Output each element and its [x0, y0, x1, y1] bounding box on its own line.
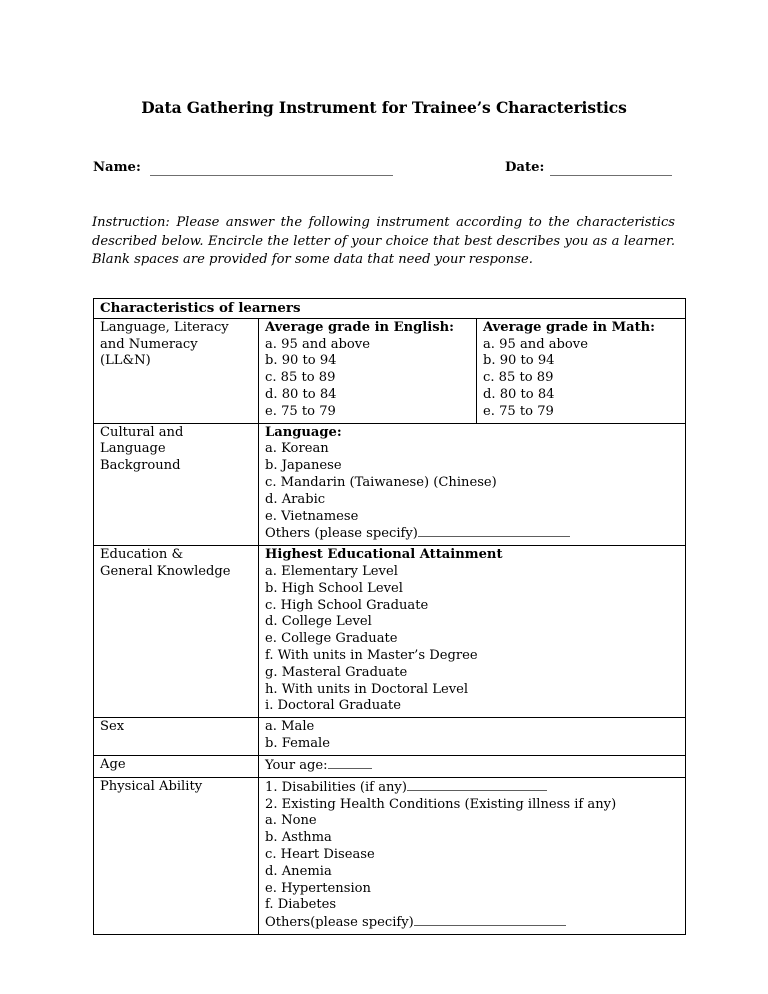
option-item[interactable]: c. 85 to 89	[483, 370, 554, 386]
date-label: Date:	[505, 160, 545, 175]
row-label-lln	[94, 318, 259, 423]
option-item[interactable]: d. College Level	[265, 614, 372, 630]
option-item[interactable]: b. High School Level	[265, 580, 403, 596]
option-item[interactable]: a. Elementary Level	[265, 564, 398, 580]
cell-language	[259, 423, 686, 546]
row-label-age	[94, 755, 259, 777]
option-item[interactable]: e. Hypertension	[265, 880, 371, 896]
age-input-rule[interactable]	[328, 757, 372, 769]
option-item[interactable]: f. Diabetes	[265, 897, 337, 913]
option-item[interactable]: d. 80 to 84	[483, 386, 555, 402]
table-row	[94, 546, 686, 718]
table-header-row	[94, 299, 686, 319]
others-label: Others(please specify)	[265, 915, 414, 931]
option-item[interactable]: a. Korean	[265, 441, 329, 457]
date-input-rule[interactable]	[550, 175, 672, 176]
row-label-line: (LL&N)	[100, 353, 151, 369]
cell-sex	[259, 718, 686, 756]
disabilities-label: 1. Disabilities (if any)	[265, 779, 407, 795]
row-label-line: Language	[100, 441, 166, 457]
others-input-rule[interactable]	[414, 914, 566, 926]
table-row	[94, 718, 686, 756]
health-conditions-label: 2. Existing Health Conditions (Existing illness if any)	[265, 796, 617, 812]
table-row	[94, 777, 686, 934]
cell-physical-ability	[259, 777, 686, 934]
cell-age	[259, 755, 686, 777]
row-label-line: and Numeracy	[100, 336, 198, 352]
name-label: Name:	[93, 160, 141, 175]
others-specify-language	[265, 525, 685, 543]
row-label-line: Sex	[100, 719, 125, 735]
others-label: Others (please specify)	[265, 526, 418, 542]
option-item[interactable]: h. With units in Doctoral Level	[265, 681, 469, 697]
option-item[interactable]: c. 85 to 89	[265, 370, 336, 386]
subheading-english: Average grade in English:	[265, 319, 454, 335]
others-specify-health	[265, 914, 685, 932]
option-item[interactable]: c. High School Graduate	[265, 597, 429, 613]
option-item[interactable]: b. 90 to 94	[483, 353, 555, 369]
row-label-line: Language, Literacy	[100, 319, 229, 335]
option-item[interactable]: a. 95 and above	[483, 336, 588, 352]
option-item[interactable]: b. Female	[265, 736, 330, 752]
option-item[interactable]: b. 90 to 94	[265, 353, 337, 369]
row-label-line: Age	[100, 756, 126, 772]
row-label-line: Physical Ability	[100, 778, 203, 794]
option-item[interactable]: b. Japanese	[265, 458, 342, 474]
disabilities-prompt	[265, 779, 685, 797]
row-label-physical	[94, 777, 259, 934]
row-label-line: Background	[100, 458, 181, 474]
cell-english-grades	[259, 318, 477, 423]
option-item[interactable]: a. 95 and above	[265, 336, 370, 352]
option-item[interactable]: f. With units in Master’s Degree	[265, 648, 478, 664]
option-item[interactable]: i. Doctoral Graduate	[265, 698, 401, 714]
name-date-line	[93, 160, 673, 180]
row-label-line: Cultural and	[100, 424, 184, 440]
option-item[interactable]: e. College Graduate	[265, 631, 398, 647]
option-item[interactable]: e. 75 to 79	[265, 403, 336, 419]
name-input-rule[interactable]	[150, 175, 393, 176]
age-prompt	[265, 757, 685, 775]
option-item[interactable]: a. None	[265, 813, 317, 829]
row-label-line: Education &	[100, 547, 184, 563]
table-row	[94, 423, 686, 546]
cell-education	[259, 546, 686, 718]
option-item[interactable]: d. Anemia	[265, 863, 332, 879]
option-item[interactable]: d. 80 to 84	[265, 386, 337, 402]
characteristics-table	[93, 298, 686, 935]
row-label-line: General Knowledge	[100, 564, 231, 580]
subheading-language: Language:	[265, 424, 342, 440]
option-item[interactable]: d. Arabic	[265, 491, 326, 507]
subheading-math: Average grade in Math:	[483, 319, 656, 335]
disabilities-input-rule[interactable]	[407, 779, 547, 791]
row-label-sex	[94, 718, 259, 756]
option-item[interactable]: b. Asthma	[265, 830, 332, 846]
age-label: Your age:	[265, 757, 328, 773]
option-item[interactable]: c. Heart Disease	[265, 847, 375, 863]
row-label-cultural	[94, 423, 259, 546]
option-item[interactable]: a. Male	[265, 719, 315, 735]
table-row	[94, 318, 686, 423]
option-item[interactable]: e. Vietnamese	[265, 508, 359, 524]
option-item[interactable]: e. 75 to 79	[483, 403, 554, 419]
row-label-education	[94, 546, 259, 718]
instruction-paragraph: Instruction: Please answer the following instrument according to the characteristics described below. Encircle the letter of your choice that best describes you as a learner. Blank spaces are provided for some data that need your response.	[92, 215, 675, 268]
page-title: Data Gathering Instrument for Trainee’s Characteristics	[141, 98, 627, 117]
subheading-education: Highest Educational Attainment	[265, 547, 503, 563]
option-item[interactable]: g. Masteral Graduate	[265, 664, 408, 680]
option-item[interactable]: c. Mandarin (Taiwanese) (Chinese)	[265, 474, 497, 490]
table-header-cell: Characteristics of learners	[94, 299, 686, 319]
others-input-rule[interactable]	[418, 525, 570, 537]
table-row	[94, 755, 686, 777]
cell-math-grades	[477, 318, 686, 423]
